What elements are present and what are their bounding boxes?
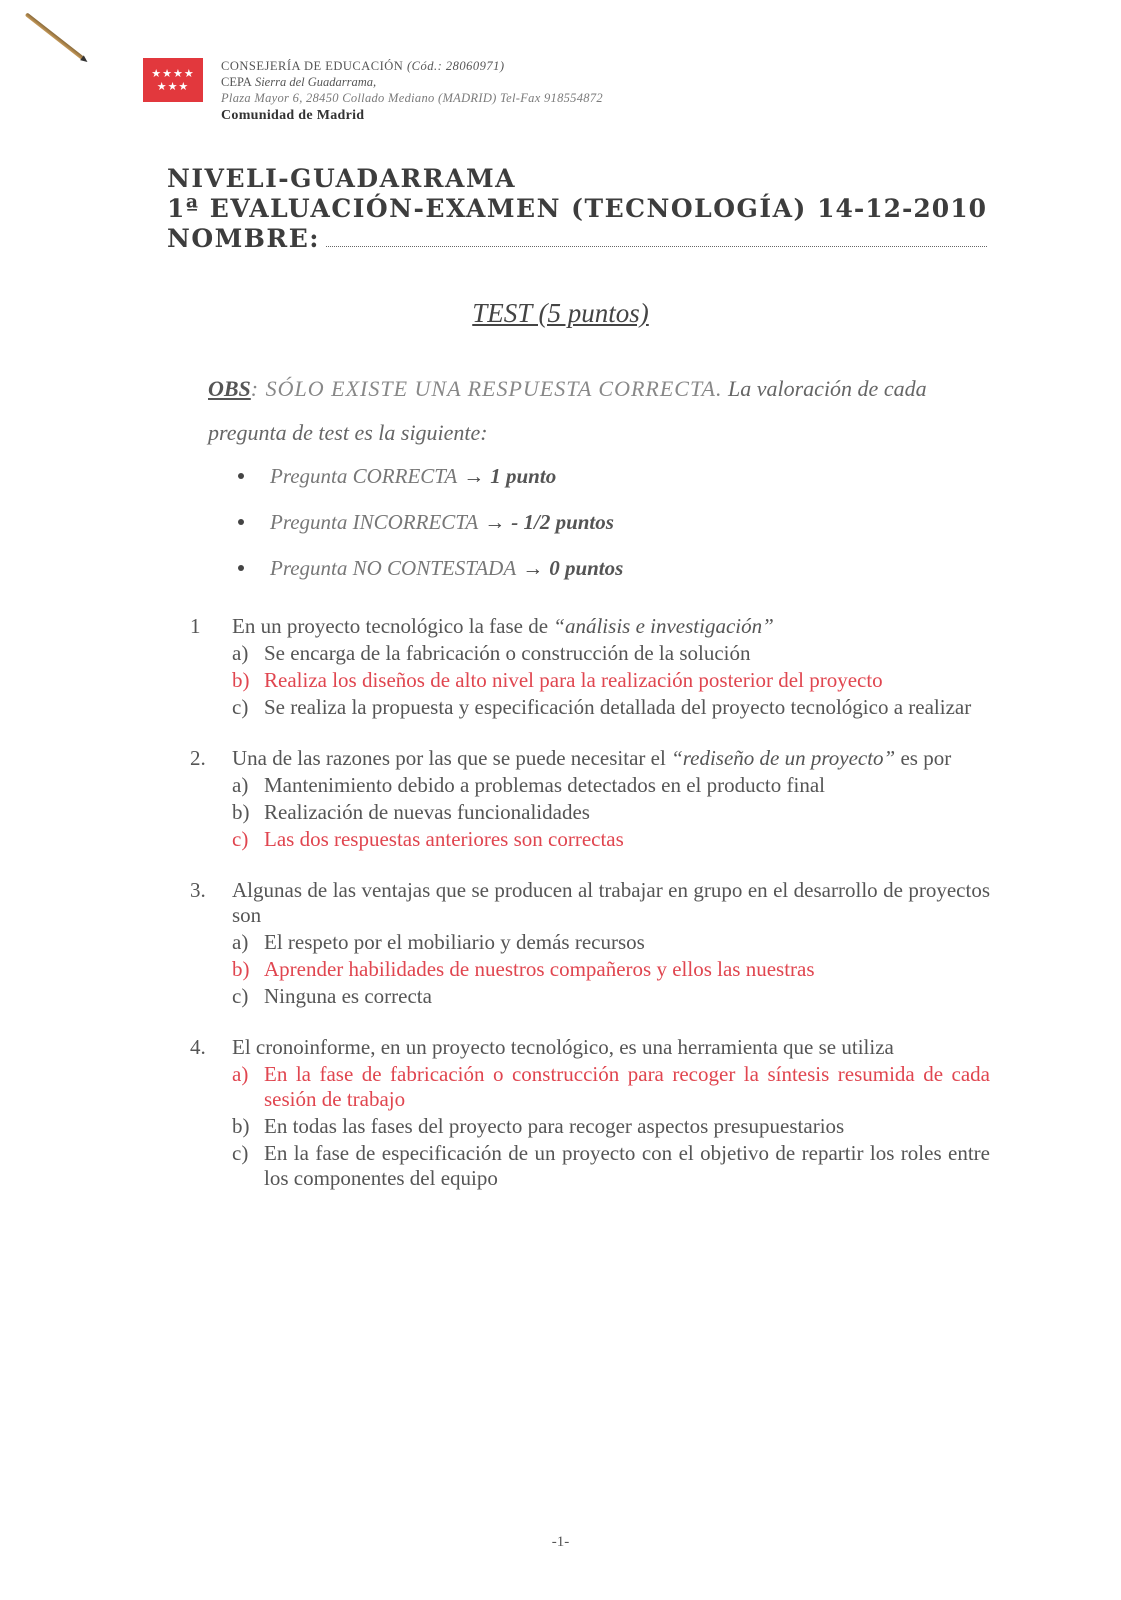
rule-points: - 1/2 puntos (511, 509, 614, 534)
exam-heading (167, 164, 987, 254)
scoring-rules (238, 453, 623, 591)
question-text-part: es por (895, 746, 952, 770)
institution-code: (Cód.: 28060971) (406, 59, 505, 73)
institution-address: Plaza Mayor 6, 28450 Collado Mediano (MADRID) Tel-Fax 918554872 (221, 91, 603, 105)
answer-option-correct (232, 827, 990, 852)
bullet-icon (238, 473, 244, 479)
option-letter: c) (232, 984, 249, 1008)
scoring-rule (238, 545, 623, 591)
pencil-mark (25, 12, 84, 59)
scoring-rule (238, 453, 623, 499)
question (190, 1035, 990, 1191)
question-text (232, 878, 990, 928)
answer-option (232, 984, 990, 1009)
institution-header (221, 58, 603, 124)
test-title: TEST (5 puntos) (472, 298, 649, 328)
exam-title: 1ª EVALUACIÓN-EXAMEN (TECNOLOGÍA) (167, 194, 807, 223)
option-letter: b) (232, 668, 250, 692)
arrow-right-icon: → (522, 555, 544, 580)
answer-option (232, 1114, 990, 1139)
option-letter: a) (232, 773, 249, 797)
scoring-rule (238, 499, 623, 545)
option-letter: a) (232, 641, 249, 665)
answer-option (232, 773, 990, 798)
question (190, 746, 990, 852)
answer-option-correct (232, 668, 990, 693)
page-number: -1- (551, 1534, 570, 1550)
name-label: NOMBRE: (167, 224, 320, 253)
bullet-icon (238, 519, 244, 525)
answer-options (232, 641, 990, 720)
exam-level: NIVELI-GUADARRAMA (167, 164, 517, 193)
name-row (167, 224, 987, 254)
question-text-part: El cronoinforme, en un proyecto tecnológico, es una herramienta que se utiliza (232, 1035, 894, 1059)
obs-text: La valoración de cada pregunta de test es la siguiente: (208, 376, 927, 445)
institution-line-2: CEPA Sierra del Guadarrama, (221, 75, 377, 89)
question-stem (190, 1035, 990, 1060)
answer-option (232, 695, 990, 720)
rule-points: 1 punto (490, 463, 557, 488)
option-text: Se realiza la propuesta y especificación detallada del proyecto tecnológico a realizar (264, 695, 972, 719)
question (190, 614, 990, 720)
exam-title-row (167, 194, 987, 224)
observations (208, 367, 988, 455)
madrid-flag-logo (143, 58, 203, 102)
question-number: 3. (190, 878, 206, 902)
question-text (232, 1035, 990, 1060)
answer-options (232, 773, 990, 852)
option-letter: c) (232, 695, 249, 719)
answer-option (232, 1141, 990, 1191)
institution-community: Comunidad de Madrid (221, 108, 365, 123)
option-text: Aprender habilidades de nuestros compañeros y ellos las nuestras (264, 957, 815, 981)
exam-date: 14-12-2010 (817, 194, 987, 223)
rule-label: Pregunta NO CONTESTADA (270, 555, 517, 580)
option-text: En todas las fases del proyecto para recoger aspectos presupuestarios (264, 1114, 845, 1138)
question-text (232, 746, 990, 771)
option-text: Mantenimiento debido a problemas detectados en el producto final (264, 773, 825, 797)
option-letter: b) (232, 1114, 250, 1138)
question-text-part: Algunas de las ventajas que se producen al trabajar en grupo en el desarrollo de proyectos son (232, 878, 990, 927)
arrow-right-icon: → (484, 509, 506, 534)
rule-points: 0 puntos (549, 555, 624, 580)
answer-options (232, 1062, 990, 1191)
answer-option (232, 930, 990, 955)
answer-option-correct (232, 1062, 990, 1112)
answer-option-correct (232, 957, 990, 982)
option-text: El respeto por el mobiliario y demás recursos (264, 930, 645, 954)
option-text: Las dos respuestas anteriores son correctas (264, 827, 624, 851)
question-text-part: Una de las razones por las que se puede necesitar el (232, 746, 672, 770)
question-number: 2. (190, 746, 206, 770)
obs-label: OBS (208, 376, 251, 401)
question-list (190, 614, 990, 1217)
question-stem (190, 614, 990, 639)
option-letter: a) (232, 1062, 249, 1086)
obs-caps: : SÓLO EXISTE UNA RESPUESTA CORRECTA. (250, 376, 723, 401)
option-text: Se encarga de la fabricación o construcción de la solución (264, 641, 751, 665)
question-stem (190, 746, 990, 771)
question-text-italic: “análisis e investigación” (553, 614, 774, 638)
answer-option (232, 800, 990, 825)
flag-stars-bottom: ★★★ (156, 80, 190, 93)
option-text: En la fase de especificación de un proyecto con el objetivo de repartir los roles entre los componentes del equipo (264, 1141, 990, 1190)
question-text-part: En un proyecto tecnológico la fase de (232, 614, 554, 638)
answer-option (232, 641, 990, 666)
option-text: Realiza los diseños de alto nivel para la realización posterior del proyecto (264, 668, 883, 692)
rule-label: Pregunta INCORRECTA (270, 509, 479, 534)
option-letter: c) (232, 827, 249, 851)
question-text-italic: “rediseño de un proyecto” (671, 746, 896, 770)
option-text: Realización de nuevas funcionalidades (264, 800, 590, 824)
option-text: En la fase de fabricación o construcción para recoger la síntesis resumida de cada sesión de trabajo (264, 1062, 990, 1111)
question-stem (190, 878, 990, 928)
option-letter: b) (232, 957, 250, 981)
name-field[interactable] (326, 224, 987, 247)
option-letter: b) (232, 800, 250, 824)
bullet-icon (238, 565, 244, 571)
question-text (232, 614, 990, 639)
institution-line-1: CONSEJERÍA DE EDUCACIÓN (Cód.: 28060971) (221, 59, 505, 73)
arrow-right-icon: → (463, 463, 485, 488)
option-text: Ninguna es correcta (264, 984, 432, 1008)
option-letter: c) (232, 1141, 249, 1165)
question-number: 1 (190, 614, 201, 638)
answer-options (232, 930, 990, 1009)
flag-stars-top: ★★★★ (151, 67, 195, 80)
question (190, 878, 990, 1009)
question-number: 4. (190, 1035, 206, 1059)
rule-label: Pregunta CORRECTA (270, 463, 458, 488)
option-letter: a) (232, 930, 249, 954)
